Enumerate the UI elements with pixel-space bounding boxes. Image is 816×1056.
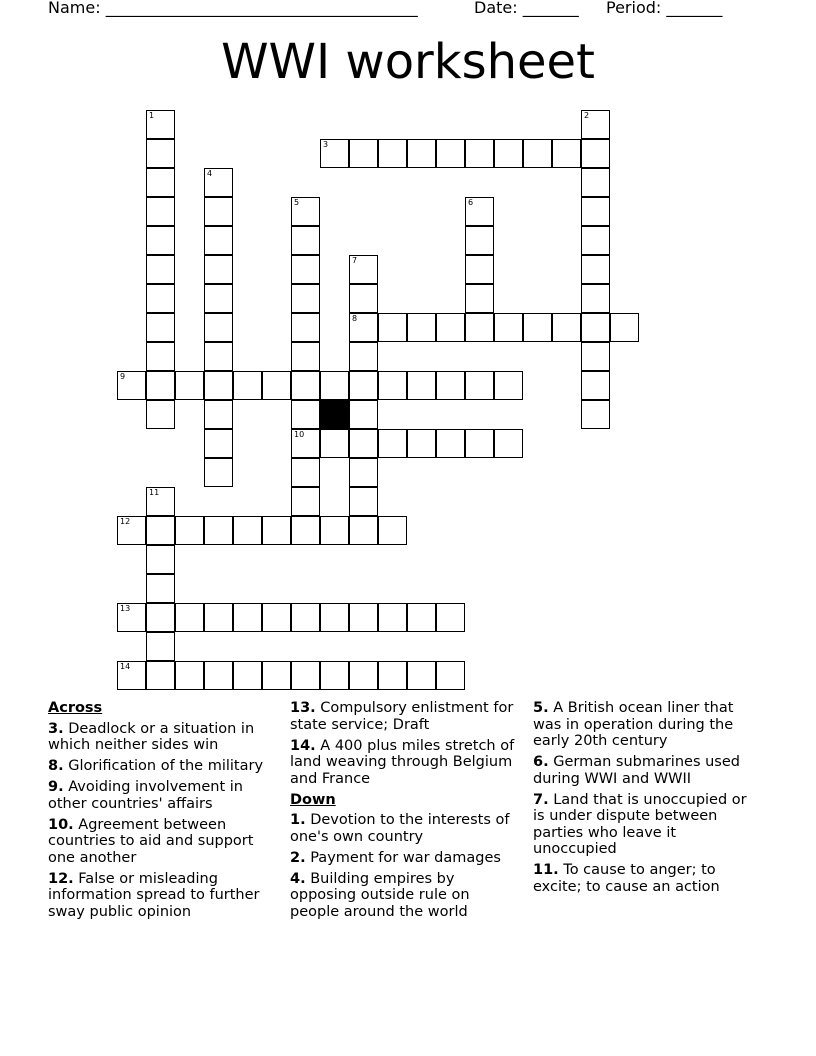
grid-cell[interactable] (146, 110, 175, 139)
grid-cell[interactable] (291, 313, 320, 342)
clue-down-2: 2. Payment for war damages (290, 849, 501, 866)
across-heading: Across (48, 700, 103, 716)
grid-cell[interactable] (146, 574, 175, 603)
grid-cell[interactable] (349, 255, 378, 284)
period-label: Period: (606, 0, 662, 17)
grid-cell[interactable] (349, 284, 378, 313)
grid-cell[interactable] (378, 603, 407, 632)
cell-number: 6 (468, 198, 474, 207)
clue-across-3: 3. Deadlock or a situation in which neither sides win (48, 720, 255, 753)
cell-number: 13 (120, 604, 131, 613)
clue-column-2 (290, 700, 515, 925)
grid-cell[interactable] (378, 661, 407, 690)
grid-cell[interactable] (407, 603, 436, 632)
grid-cell[interactable] (262, 661, 291, 690)
grid-cell[interactable] (465, 197, 494, 226)
grid-cell[interactable] (146, 603, 175, 632)
grid-cell[interactable] (204, 284, 233, 313)
grid-cell[interactable] (233, 603, 262, 632)
grid-cell[interactable] (494, 313, 523, 342)
grid-cell[interactable] (436, 139, 465, 168)
grid-cell[interactable] (349, 429, 378, 458)
grid-cell[interactable] (320, 139, 349, 168)
cell-number: 9 (120, 372, 126, 381)
grid-cell[interactable] (146, 545, 175, 574)
grid-cell[interactable] (291, 226, 320, 255)
clue-down-5: 5. A British ocean liner that was in operation during the early 20th century (533, 700, 734, 749)
period-blank[interactable]: _______ (666, 0, 723, 17)
grid-cell[interactable] (291, 400, 320, 429)
grid-cell[interactable] (378, 516, 407, 545)
cell-number: 10 (294, 430, 305, 439)
grid-cell[interactable] (204, 371, 233, 400)
grid-cell[interactable] (581, 139, 610, 168)
grid-cell[interactable] (465, 313, 494, 342)
grid-cell[interactable] (204, 168, 233, 197)
grid-cell[interactable] (146, 168, 175, 197)
grid-cell[interactable] (204, 342, 233, 371)
grid-cell[interactable] (204, 255, 233, 284)
grid-cell[interactable] (407, 313, 436, 342)
clue-across-12: 12. False or misleading information spread to further sway public opinion (48, 870, 260, 920)
grid-cell[interactable] (494, 371, 523, 400)
grid-cell[interactable] (117, 661, 146, 690)
grid-cell[interactable] (233, 661, 262, 690)
grid-cell[interactable] (465, 429, 494, 458)
grid-cell[interactable] (146, 255, 175, 284)
grid-cell[interactable] (581, 110, 610, 139)
grid-cell[interactable] (291, 487, 320, 516)
grid-cell[interactable] (494, 139, 523, 168)
grid-cell[interactable] (552, 313, 581, 342)
date-label: Date: (474, 0, 518, 17)
clue-down-1: 1. Devotion to the interests of one's own country (290, 812, 510, 845)
grid-cell[interactable] (291, 429, 320, 458)
grid-cell[interactable] (146, 139, 175, 168)
grid-cell[interactable] (291, 342, 320, 371)
grid-cell[interactable] (349, 603, 378, 632)
grid-cell[interactable] (581, 197, 610, 226)
grid-cell[interactable] (204, 661, 233, 690)
down-heading: Down (290, 791, 336, 808)
grid-cell[interactable] (291, 284, 320, 313)
grid-cell[interactable] (581, 371, 610, 400)
grid-cell[interactable] (291, 516, 320, 545)
grid-cell[interactable] (204, 516, 233, 545)
grid-cell[interactable] (349, 661, 378, 690)
grid-cell[interactable] (581, 400, 610, 429)
grid-cell[interactable] (581, 255, 610, 284)
grid-cell[interactable] (552, 139, 581, 168)
cell-number: 3 (323, 140, 329, 149)
grid-cell[interactable] (436, 313, 465, 342)
grid-cell[interactable] (436, 603, 465, 632)
grid-cell[interactable] (581, 284, 610, 313)
grid-cell[interactable] (204, 429, 233, 458)
cell-number: 4 (207, 169, 213, 178)
grid-cell[interactable] (349, 342, 378, 371)
grid-cell[interactable] (349, 313, 378, 342)
grid-cell[interactable] (291, 603, 320, 632)
grid-cell[interactable] (581, 313, 610, 342)
grid-cell[interactable] (146, 197, 175, 226)
grid-cell[interactable] (117, 603, 146, 632)
cell-number: 5 (294, 198, 300, 207)
cell-number: 8 (352, 314, 358, 323)
clue-across-14: 14. A 400 plus miles stretch of land weaving through Belgium and France (290, 737, 515, 787)
grid-cell[interactable] (204, 197, 233, 226)
name-label: Name: (48, 0, 101, 17)
grid-cell[interactable] (146, 226, 175, 255)
page-title: WWI worksheet (221, 34, 595, 90)
grid-cell[interactable] (291, 661, 320, 690)
clue-across-13: 13. Compulsory enlistment for state service; Draft (290, 700, 514, 733)
grid-cell[interactable] (320, 516, 349, 545)
grid-cell[interactable] (175, 371, 204, 400)
grid-cell[interactable] (581, 168, 610, 197)
clue-column-1 (48, 700, 280, 925)
grid-cell[interactable] (291, 458, 320, 487)
grid-cell[interactable] (378, 371, 407, 400)
grid-cell[interactable] (581, 226, 610, 255)
grid-cell[interactable] (349, 139, 378, 168)
cell-number: 14 (120, 662, 131, 671)
grid-cell[interactable] (465, 371, 494, 400)
grid-cell[interactable] (262, 371, 291, 400)
clue-down-4: 4. Building empires by opposing outside rule on people around the world (290, 870, 470, 920)
grid-cell[interactable] (233, 516, 262, 545)
cell-number: 11 (149, 488, 160, 497)
grid-cell[interactable] (233, 371, 262, 400)
grid-cell[interactable] (349, 458, 378, 487)
clue-across-8: 8. Glorification of the military (48, 758, 264, 774)
grid-cell[interactable] (436, 661, 465, 690)
grid-cell[interactable] (436, 429, 465, 458)
grid-cell[interactable] (320, 661, 349, 690)
grid-cell[interactable] (349, 400, 378, 429)
cell-number: 7 (352, 256, 358, 265)
clue-column-3 (533, 700, 758, 900)
grid-cell[interactable] (523, 313, 552, 342)
grid-cell[interactable] (204, 313, 233, 342)
grid-cell[interactable] (378, 139, 407, 168)
grid-cell[interactable] (465, 139, 494, 168)
black-square (320, 400, 349, 429)
grid-cell[interactable] (465, 255, 494, 284)
grid-cell[interactable] (407, 371, 436, 400)
clue-across-10: 10. Agreement between countries to aid and support one another (48, 816, 254, 866)
cell-number: 2 (584, 111, 590, 120)
grid-cell[interactable] (581, 342, 610, 371)
grid-cell[interactable] (320, 603, 349, 632)
grid-cell[interactable] (349, 487, 378, 516)
grid-cell[interactable] (494, 429, 523, 458)
grid-cell[interactable] (204, 400, 233, 429)
grid-cell[interactable] (349, 371, 378, 400)
grid-cell[interactable] (291, 255, 320, 284)
cell-number: 1 (149, 111, 155, 120)
grid-cell[interactable] (146, 487, 175, 516)
grid-cell[interactable] (262, 516, 291, 545)
clue-down-7: 7. Land that is unoccupied or is under dispute between parties who leave it unoccupied (533, 791, 747, 857)
grid-cell[interactable] (117, 516, 146, 545)
grid-cell[interactable] (204, 603, 233, 632)
grid-cell[interactable] (436, 371, 465, 400)
grid-cell[interactable] (146, 313, 175, 342)
grid-cell[interactable] (175, 661, 204, 690)
grid-cell[interactable] (523, 139, 552, 168)
grid-cell[interactable] (407, 139, 436, 168)
grid-cell[interactable] (291, 197, 320, 226)
grid-cell[interactable] (175, 516, 204, 545)
grid-cell[interactable] (378, 313, 407, 342)
date-blank[interactable]: _______ (522, 0, 579, 17)
grid-cell[interactable] (320, 429, 349, 458)
grid-cell[interactable] (175, 603, 204, 632)
grid-cell[interactable] (204, 458, 233, 487)
name-blank[interactable]: _______________________________________ (105, 0, 418, 17)
grid-cell[interactable] (349, 516, 378, 545)
grid-cell[interactable] (407, 429, 436, 458)
grid-cell[interactable] (146, 516, 175, 545)
grid-cell[interactable] (146, 371, 175, 400)
grid-cell[interactable] (465, 284, 494, 313)
grid-cell[interactable] (465, 226, 494, 255)
grid-cell[interactable] (146, 400, 175, 429)
grid-cell[interactable] (407, 661, 436, 690)
grid-cell[interactable] (146, 661, 175, 690)
cell-number: 12 (120, 517, 131, 526)
grid-cell[interactable] (204, 226, 233, 255)
grid-cell[interactable] (146, 284, 175, 313)
grid-cell[interactable] (117, 371, 146, 400)
clue-down-6: 6. German submarines used during WWI and WWII (533, 754, 740, 787)
grid-cell[interactable] (320, 371, 349, 400)
clue-down-11: 11. To cause to anger; to excite; to cause an action (533, 862, 720, 895)
grid-cell[interactable] (610, 313, 639, 342)
grid-cell[interactable] (378, 429, 407, 458)
grid-cell[interactable] (146, 342, 175, 371)
grid-cell[interactable] (262, 603, 291, 632)
grid-cell[interactable] (146, 632, 175, 661)
grid-cell[interactable] (291, 371, 320, 400)
clue-across-9: 9. Avoiding involvement in other countries' affairs (48, 779, 243, 812)
